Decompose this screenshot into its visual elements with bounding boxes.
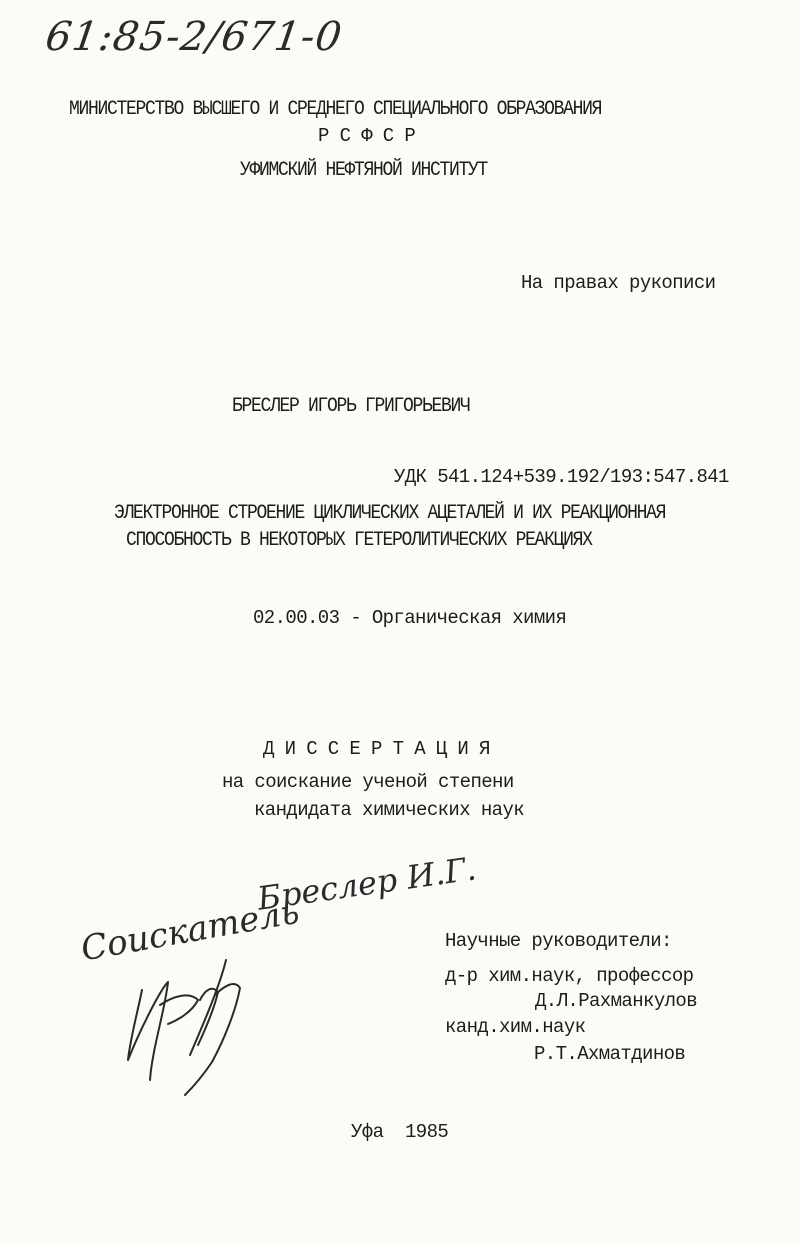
rights-note: На правах рукописи bbox=[521, 272, 716, 294]
handwritten-applicant-name: Бреслер И.Г. bbox=[255, 849, 479, 918]
supervisor-1-title: д-р хим.наук, профессор bbox=[445, 965, 694, 987]
archive-number: 61:85-2/671-0 bbox=[42, 14, 346, 60]
author-name: БРЕСЛЕР ИГОРЬ ГРИГОРЬЕВИЧ bbox=[232, 395, 470, 418]
handwritten-applicant-label: Соискатель bbox=[78, 891, 303, 970]
supervisors-heading: Научные руководители: bbox=[445, 930, 672, 952]
supervisor-1-name: Д.Л.Рахманкулов bbox=[535, 990, 698, 1012]
supervisor-2-name: Р.Т.Ахматдинов bbox=[534, 1043, 686, 1065]
republic-line: Р С Ф С Р bbox=[318, 125, 416, 147]
degree-line-2: кандидата химических наук bbox=[254, 799, 525, 821]
specialty-line: 02.00.03 - Органическая химия bbox=[253, 607, 567, 629]
supervisor-2-title: канд.хим.наук bbox=[445, 1016, 586, 1038]
institute-line: УФИМСКИЙ НЕФТЯНОЙ ИНСТИТУТ bbox=[240, 159, 488, 182]
title-line-1: ЭЛЕКТРОННОЕ СТРОЕНИЕ ЦИКЛИЧЕСКИХ АЦЕТАЛЕЙ И ИХ РЕАКЦИОННАЯ bbox=[114, 502, 666, 525]
degree-line-1: на соискание ученой степени bbox=[222, 771, 514, 793]
ministry-line: МИНИСТЕРСТВО ВЫСШЕГО И СРЕДНЕГО СПЕЦИАЛЬНОГО ОБРАЗОВАНИЯ bbox=[69, 98, 602, 121]
place-year: Уфа 1985 bbox=[351, 1121, 449, 1143]
title-line-2: СПОСОБНОСТЬ В НЕКОТОРЫХ ГЕТЕРОЛИТИЧЕСКИХ РЕАКЦИЯХ bbox=[126, 529, 592, 552]
udc-code: УДК 541.124+539.192/193:547.841 bbox=[394, 466, 729, 488]
work-type: Д И С С Е Р Т А Ц И Я bbox=[263, 738, 490, 760]
